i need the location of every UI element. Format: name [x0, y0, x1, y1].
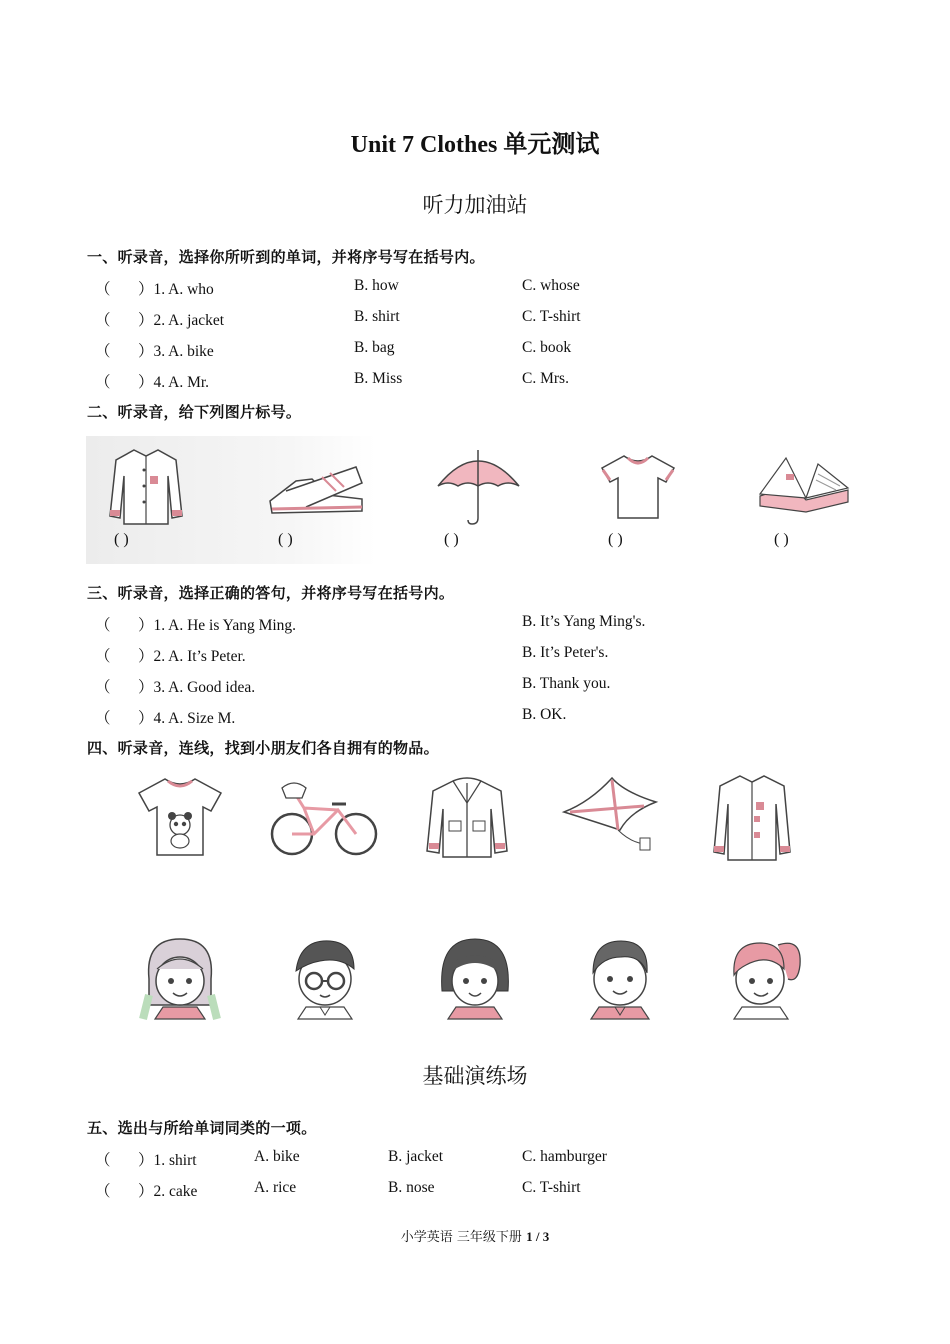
- label-blank: ( ): [774, 531, 789, 548]
- section5-heading: 五、选出与所给单词同类的一项。: [87, 1119, 317, 1137]
- part2-heading: 基础演练场: [422, 1064, 528, 1088]
- question-number: ）2. A. It’s Peter.: [138, 648, 246, 665]
- option-b: B. It’s Peter's.: [522, 644, 609, 661]
- question-number: ）2. cake: [138, 1183, 198, 1200]
- question-row: [0, 339, 950, 363]
- option-a: A. bike: [254, 1148, 300, 1165]
- footer-text: 小学英语 三年级下册: [400, 1230, 522, 1245]
- open-paren: （: [95, 710, 111, 727]
- page-footer: [0, 1226, 950, 1245]
- shirt-icon: [106, 446, 186, 526]
- option-b: B. Thank you.: [522, 675, 611, 692]
- t-shirt-icon: [598, 452, 678, 522]
- boy-glasses-icon: [280, 935, 370, 1020]
- part1-heading: 听力加油站: [422, 193, 528, 217]
- question-number: ）1. shirt: [138, 1152, 197, 1169]
- question-number: ）2. A. jacket: [138, 312, 225, 329]
- option-b: B. It’s Yang Ming's.: [522, 613, 646, 630]
- option-b: B. how: [354, 277, 399, 294]
- option-c: C. hamburger: [522, 1148, 607, 1165]
- question-row: [0, 706, 950, 730]
- bicycle-icon: [268, 778, 383, 860]
- section2-heading: 二、听录音，给下列图片标号。: [87, 403, 302, 421]
- option-b: B. OK.: [522, 706, 567, 723]
- question-row: [0, 308, 950, 332]
- option-c: C. T-shirt: [522, 1179, 581, 1196]
- question-row: [0, 1148, 950, 1172]
- open-paren: （: [95, 617, 111, 634]
- option-c: C. book: [522, 339, 572, 356]
- question-row: [0, 277, 950, 301]
- page-total: 3: [542, 1229, 550, 1244]
- question-row: [0, 644, 950, 668]
- option-a: A. rice: [254, 1179, 297, 1196]
- girl-bob-icon: [430, 935, 520, 1020]
- shirt-icon: [710, 772, 795, 862]
- question-number: ）4. A. Mr.: [138, 374, 210, 391]
- sneakers-icon: [266, 461, 366, 521]
- book-icon: [756, 456, 851, 516]
- girl-braids-icon: [135, 935, 225, 1020]
- option-c: C. T-shirt: [522, 308, 581, 325]
- label-blank: ( ): [444, 531, 459, 548]
- open-paren: （: [95, 679, 111, 696]
- option-c: C. Mrs.: [522, 370, 569, 387]
- option-b: B. bag: [354, 339, 395, 356]
- jacket-icon: [425, 775, 510, 860]
- label-blank: ( ): [608, 531, 623, 548]
- open-paren: （: [95, 343, 111, 360]
- question-number: ）3. A. bike: [138, 343, 214, 360]
- question-number: ）3. A. Good idea.: [138, 679, 256, 696]
- page-separator: /: [532, 1229, 543, 1244]
- open-paren: （: [95, 1183, 111, 1200]
- page-title: Unit 7 Clothes 单元测试: [350, 132, 600, 158]
- option-b: B. jacket: [388, 1148, 444, 1165]
- question-number: ）1. A. who: [138, 281, 214, 298]
- question-number: ）4. A. Size M.: [138, 710, 236, 727]
- open-paren: （: [95, 648, 111, 665]
- option-b: B. shirt: [354, 308, 400, 325]
- label-blank: ( ): [278, 531, 293, 548]
- open-paren: （: [95, 281, 111, 298]
- label-blank: ( ): [114, 531, 129, 548]
- question-number: ）1. A. He is Yang Ming.: [138, 617, 297, 634]
- open-paren: （: [95, 312, 111, 329]
- section1-heading: 一、听录音，选择你所听到的单词，并将序号写在括号内。: [87, 248, 485, 266]
- question-row: [0, 1179, 950, 1203]
- girl-ponytail-icon: [718, 935, 808, 1020]
- page-number: 1: [526, 1229, 533, 1244]
- open-paren: （: [95, 374, 111, 391]
- question-row: [0, 675, 950, 699]
- section3-heading: 三、听录音，选择正确的答句，并将序号写在括号内。: [87, 584, 455, 602]
- boy-icon: [575, 935, 665, 1020]
- question-row: [0, 613, 950, 637]
- kite-icon: [560, 772, 665, 862]
- question-row: [0, 370, 950, 394]
- picture-strip: [86, 436, 866, 564]
- option-b: B. Miss: [354, 370, 403, 387]
- section4-heading: 四、听录音，连线，找到小朋友们各自拥有的物品。: [87, 739, 439, 757]
- option-c: C. whose: [522, 277, 580, 294]
- panda-t-shirt-icon: [135, 775, 225, 860]
- open-paren: （: [95, 1152, 111, 1169]
- option-b: B. nose: [388, 1179, 435, 1196]
- umbrella-icon: [436, 446, 521, 526]
